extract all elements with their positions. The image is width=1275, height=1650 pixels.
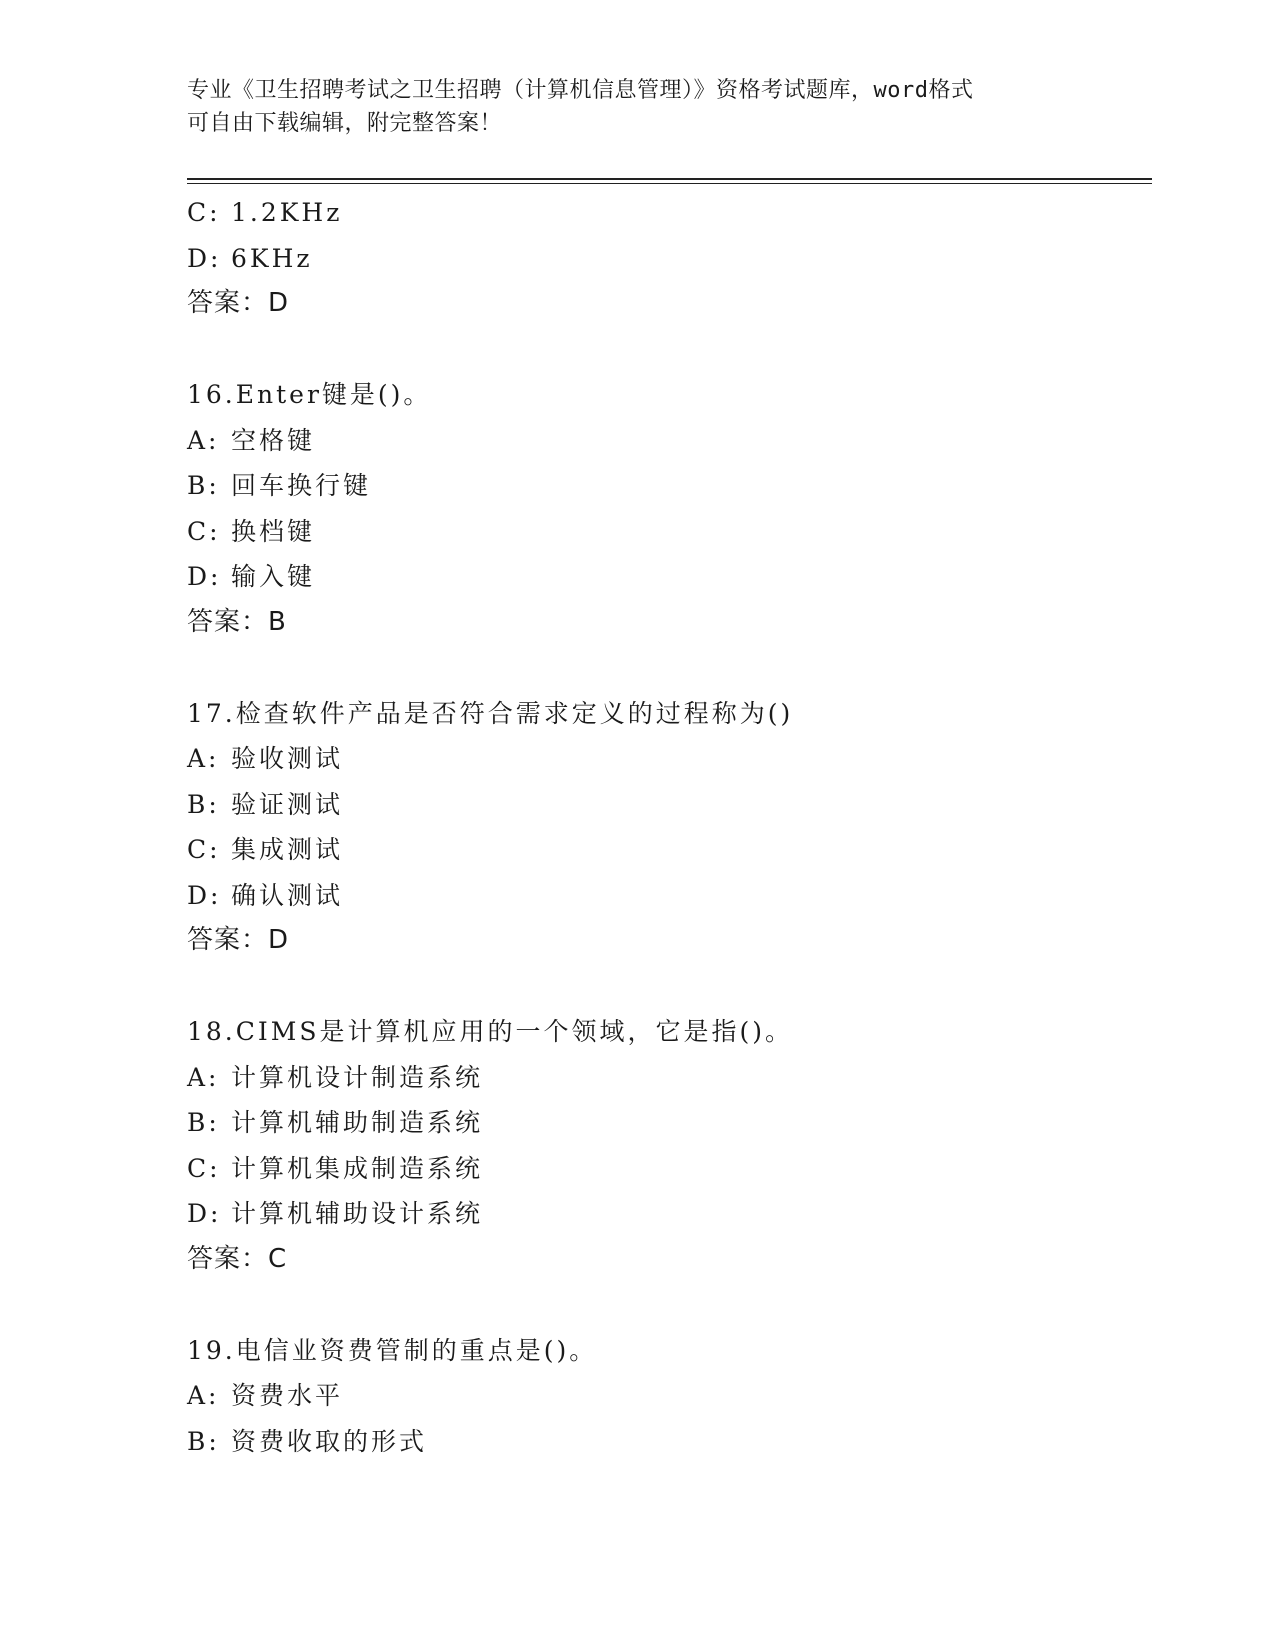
option-d [187,1191,1147,1237]
option-a [187,736,1147,782]
option-letter: B: [187,1108,220,1137]
question-17 [187,691,1147,964]
option-text: 输入键 [231,562,316,591]
question-stem: 18.CIMS是计算机应用的一个领域，它是指()。 [187,1017,793,1046]
answer-line: 答案：D [187,288,290,318]
option-b [187,463,1147,509]
option-letter: A: [187,425,220,455]
spacer [187,645,1147,691]
option-letter: C: [187,1153,221,1183]
option-text: 资费收取的形式 [231,1426,428,1456]
question-18 [187,1009,1147,1282]
option-text: 计算机设计制造系统 [231,1062,484,1092]
option-letter: D: [187,243,222,273]
answer-line: 答案：D [187,925,290,955]
header-line-1: 专业《卫生招聘考试之卫生招聘（计算机信息管理）》资格考试题库，word格式 [187,78,974,103]
option-b [187,1419,1147,1465]
option-d [187,554,1147,600]
option-text: 回车换行键 [231,471,372,500]
option-letter: B: [187,471,220,500]
option-c [187,1146,1147,1192]
option-text: 换档键 [231,516,316,546]
option-c [187,509,1147,555]
option-text: 1.2KHz [231,198,343,227]
option-letter: D: [187,562,222,591]
option-text: 确认测试 [231,880,344,910]
option-text: 集成测试 [231,835,344,864]
option-text: 计算机辅助设计系统 [231,1199,484,1228]
option-letter: B: [187,789,220,819]
header-line-2: 可自由下载编辑，附完整答案！ [187,111,503,136]
option-a [187,418,1147,464]
spacer [187,964,1147,1010]
answer-line: 答案：B [187,606,287,637]
option-b [187,1100,1147,1146]
option-c [187,190,1147,236]
question-stem: 19.电信业资费管制的重点是()。 [187,1335,598,1365]
option-text: 6KHz [231,243,313,273]
option-letter: D: [187,880,222,910]
question-19 [187,1328,1147,1465]
option-letter: A: [187,1381,220,1410]
spacer [187,327,1147,373]
option-d [187,236,1147,282]
option-letter: A: [187,744,220,773]
option-letter: A: [187,1062,220,1092]
option-a [187,1055,1147,1101]
spacer [187,1282,1147,1328]
option-letter: C: [187,198,221,227]
question-16 [187,372,1147,645]
option-b [187,782,1147,828]
option-letter: C: [187,516,221,546]
option-c [187,827,1147,873]
document-header [187,74,1087,140]
option-text: 计算机集成制造系统 [231,1153,484,1183]
question-stem: 16.Enter键是()。 [187,380,432,409]
answer-line: 答案：C [187,1243,288,1274]
option-letter: D: [187,1199,222,1228]
option-letter: B: [187,1426,220,1456]
header-divider-thin [187,183,1152,184]
header-divider-thick [187,178,1152,180]
option-text: 计算机辅助制造系统 [231,1108,484,1137]
option-text: 空格键 [231,425,316,455]
option-a [187,1373,1147,1419]
option-text: 验收测试 [231,744,344,773]
question-15 [187,190,1147,327]
option-letter: C: [187,835,221,864]
option-d [187,873,1147,919]
option-text: 验证测试 [231,789,344,819]
question-list [187,190,1147,1464]
option-text: 资费水平 [231,1381,344,1410]
question-stem: 17.检查软件产品是否符合需求定义的过程称为() [187,698,794,728]
